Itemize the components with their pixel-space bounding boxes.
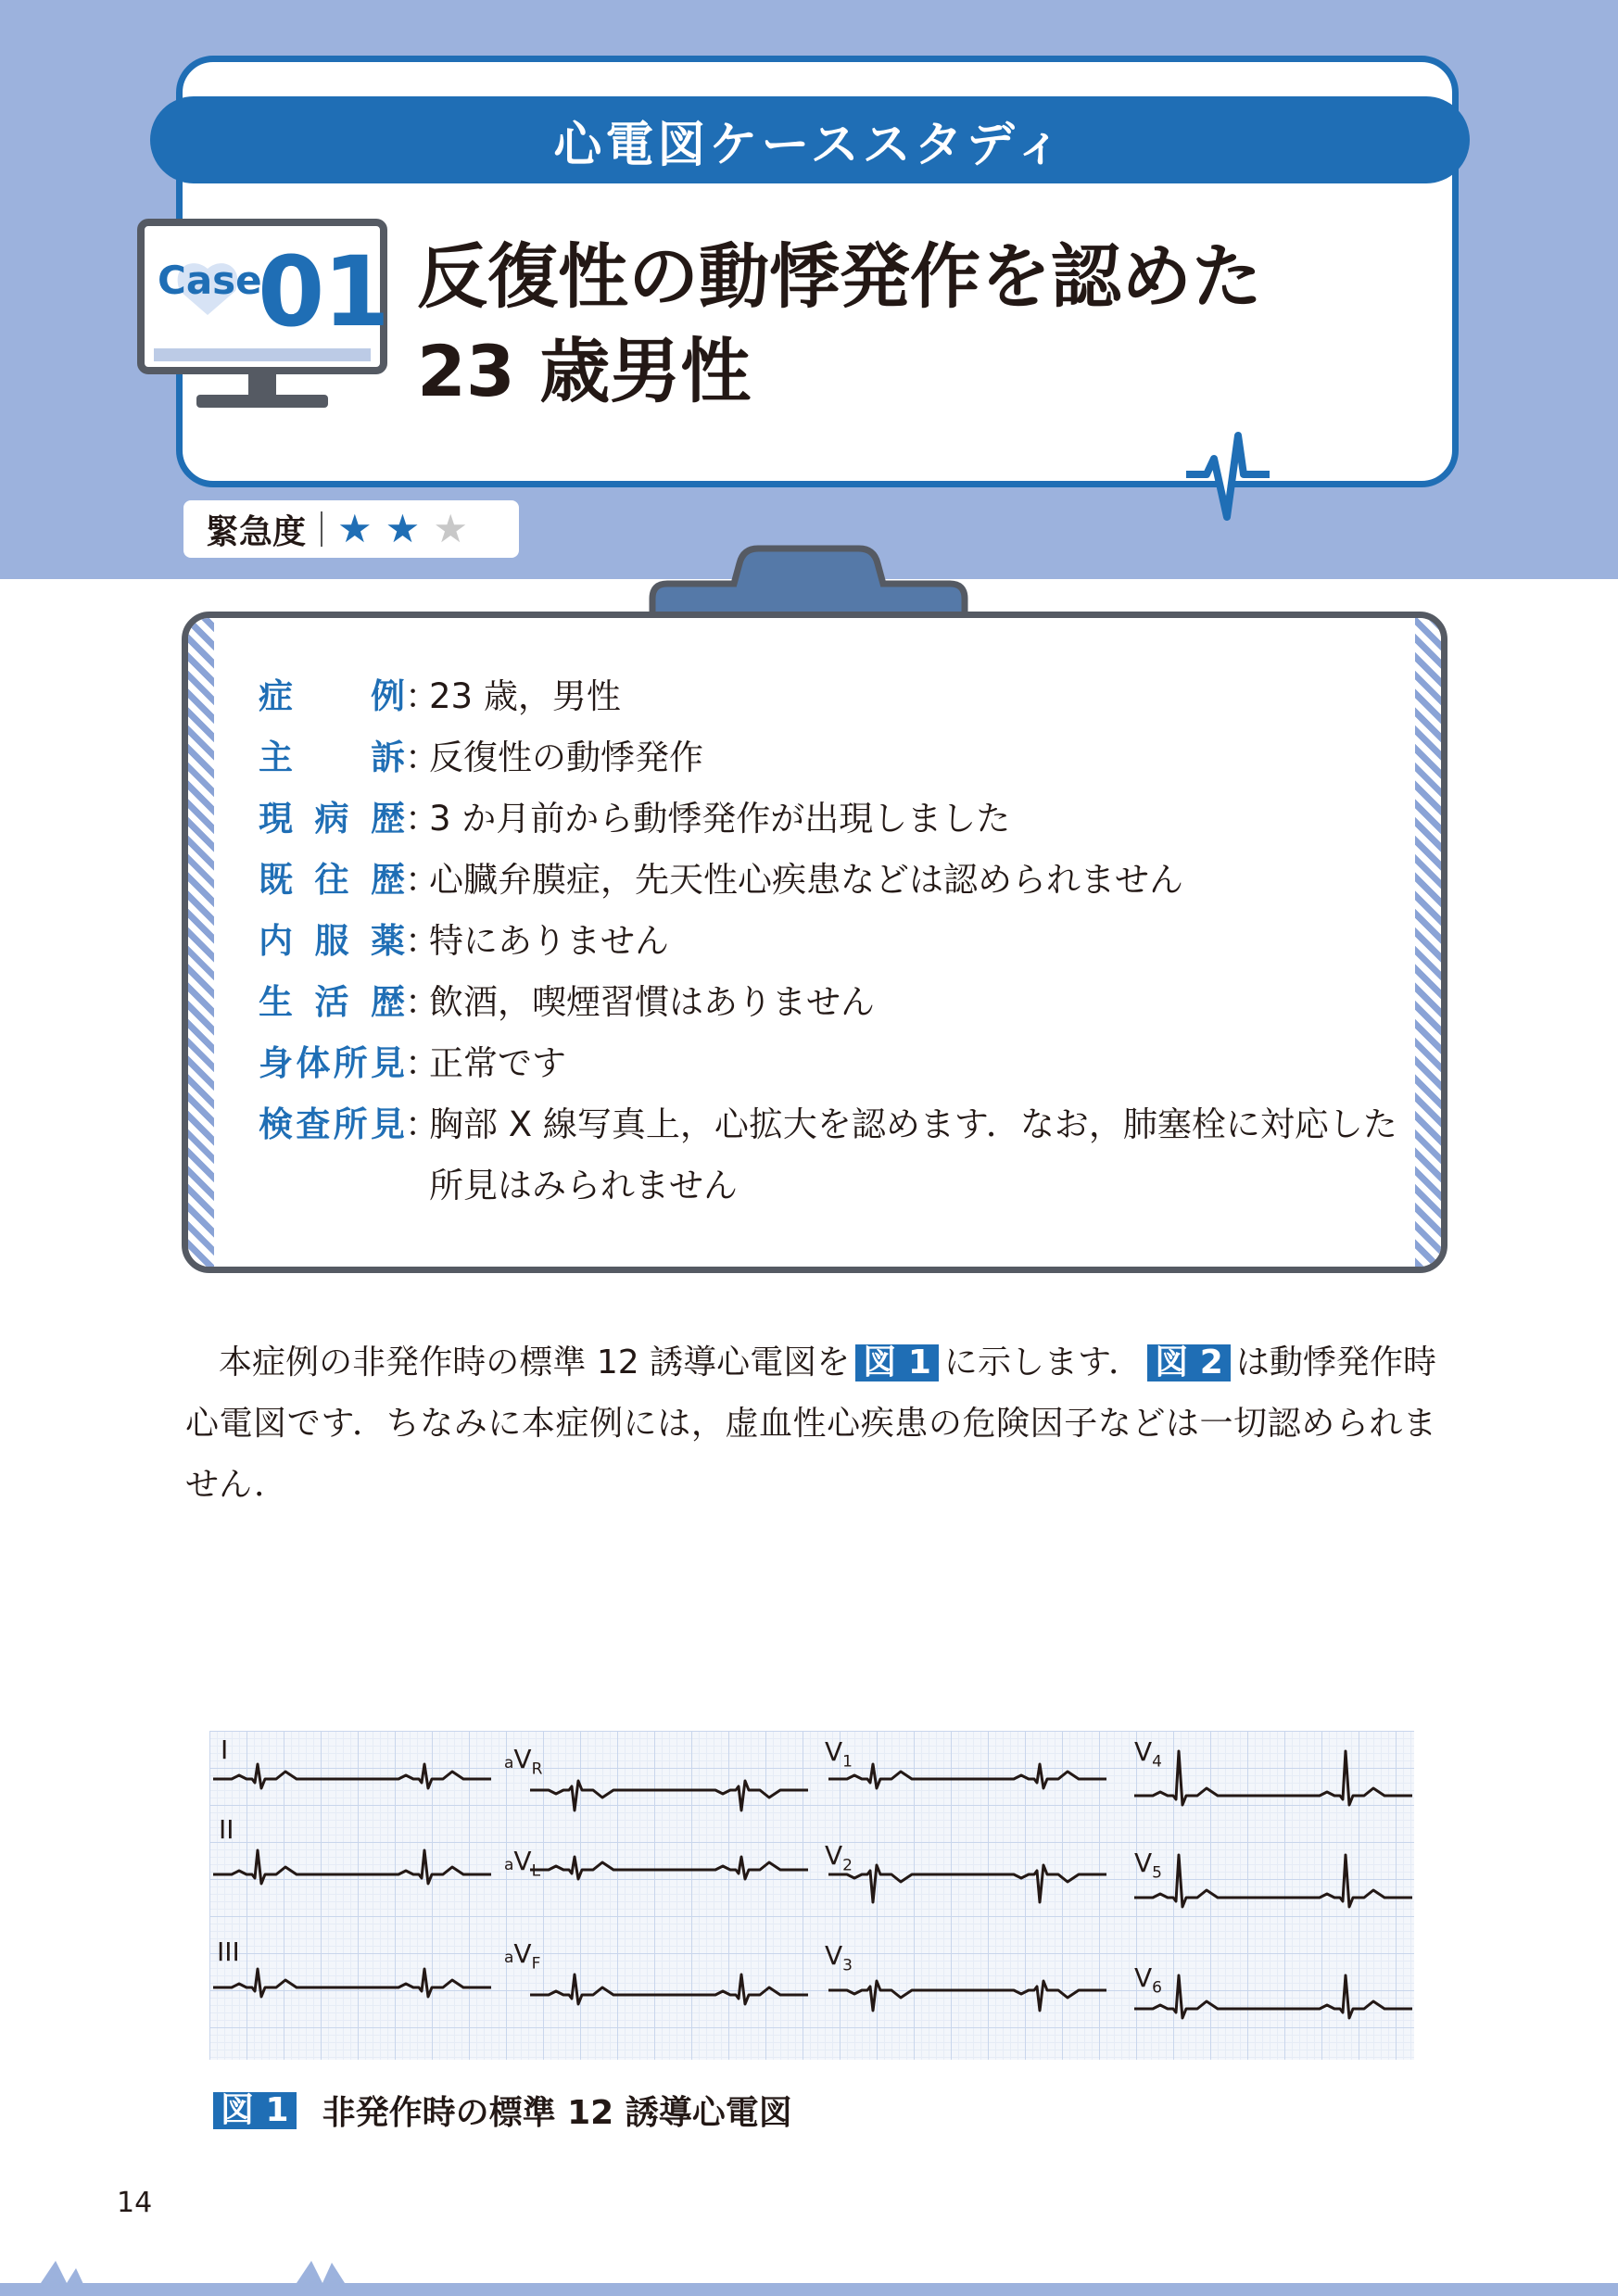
- info-colon: ：: [405, 1043, 439, 1083]
- info-value: 特にありません: [429, 921, 669, 961]
- lead-label-I: I: [221, 1735, 229, 1765]
- lead-label-V6: $V_6$: [1134, 1962, 1162, 1998]
- info-label: 生活歴: [259, 982, 405, 1022]
- info-colon: ：: [405, 1104, 439, 1144]
- body-text-1: 本症例の非発作時の標準 12 誘導心電図を: [219, 1344, 851, 1381]
- ecg-traces: [209, 1731, 1414, 2060]
- body-text-2: に示します．: [943, 1344, 1143, 1381]
- figure-1-reference[interactable]: 図 1: [855, 1344, 939, 1381]
- ecg-trace-V1: [828, 1764, 1106, 1788]
- lead-label-aVR: $aV_R$: [504, 1744, 543, 1779]
- page-number: 14: [117, 2187, 153, 2219]
- lead-label-aVL: $aV_L$: [504, 1846, 541, 1881]
- patient-info-list: [259, 666, 1398, 1217]
- caption-text: 非発作時の標準 12 誘導心電図: [322, 2094, 792, 2132]
- info-value: 飲酒，喫煙習慣はありません: [429, 982, 875, 1022]
- body-text-3: は動悸発作時心電図です．ちなみに本症例には，虚血性心疾患の危険因子などは一切認められません．: [185, 1344, 1436, 1504]
- figure-2-reference[interactable]: 図 2: [1147, 1344, 1231, 1381]
- ecg-trace-I: [213, 1764, 491, 1788]
- info-row: [259, 911, 1398, 972]
- urgency-star-icon: ★: [433, 506, 468, 551]
- ecg-trace-II: [213, 1850, 491, 1884]
- info-label: 症例: [259, 676, 405, 716]
- ecg-trace-V6: [1134, 1975, 1412, 2018]
- info-label: 検査所見: [259, 1104, 405, 1144]
- figure-caption: [213, 2087, 792, 2134]
- ecg-trace-aVL: [530, 1857, 808, 1879]
- lead-label-V3: $V_3$: [825, 1940, 853, 1975]
- info-row: [259, 850, 1398, 911]
- ecg-figure: [209, 1731, 1414, 2060]
- info-row: [259, 788, 1398, 850]
- ecg-trace-V2: [828, 1865, 1106, 1902]
- card-stripe-right: [1415, 618, 1441, 1267]
- info-row: [259, 1033, 1398, 1094]
- lead-label-III: III: [217, 1936, 240, 1967]
- info-value: 反復性の動悸発作: [429, 738, 703, 777]
- lead-label-V1: $V_1$: [825, 1736, 853, 1772]
- patient-info-card: [182, 612, 1447, 1273]
- info-colon: ：: [405, 982, 439, 1022]
- info-value: 正常です: [429, 1043, 566, 1083]
- lead-label-aVF: $aV_F$: [504, 1938, 541, 1974]
- info-colon: ：: [405, 921, 439, 961]
- ecg-trace-V4: [1134, 1751, 1412, 1805]
- info-colon: ：: [405, 799, 439, 839]
- info-row: [259, 1094, 1398, 1217]
- info-row: [259, 666, 1398, 727]
- case-title-line2: 23 歳男性: [417, 330, 752, 412]
- case-title: [417, 230, 1418, 419]
- urgency-star-icon: ★: [337, 506, 373, 551]
- info-value: 3 か月前から動悸発作が出現しました: [429, 799, 1011, 839]
- info-row: [259, 972, 1398, 1033]
- info-label: 現病歴: [259, 799, 405, 839]
- urgency-star-icon: ★: [385, 506, 421, 551]
- lead-label-V2: $V_2$: [825, 1840, 853, 1875]
- caption-figure-label: 図 1: [213, 2092, 297, 2129]
- speech-tail: [1186, 408, 1297, 528]
- lead-label-V4: $V_4$: [1134, 1736, 1162, 1772]
- ecg-trace-aVF: [530, 1974, 808, 2004]
- ecg-trace-aVR: [530, 1781, 808, 1810]
- urgency-stars: [337, 506, 481, 551]
- footer-band: [0, 2242, 1618, 2296]
- case-title-line1: 反復性の動悸発作を認めた: [417, 235, 1262, 318]
- info-row: [259, 727, 1398, 788]
- info-label: 内服薬: [259, 921, 405, 961]
- info-colon: ：: [405, 676, 439, 716]
- body-paragraph: [185, 1332, 1436, 1516]
- info-value: 心臓弁膜症，先天性心疾患などは認められません: [429, 860, 1183, 900]
- lead-label-II: II: [219, 1814, 234, 1845]
- ecg-trace-V5: [1134, 1855, 1412, 1907]
- series-title: 心電図ケーススタディ: [150, 96, 1470, 183]
- case-label: Case: [158, 258, 262, 303]
- info-colon: ：: [405, 860, 439, 900]
- card-stripe-left: [188, 618, 214, 1267]
- urgency-label: 緊急度: [206, 512, 307, 551]
- info-value: 23 歳，男性: [429, 676, 621, 716]
- info-label: 身体所見: [259, 1043, 405, 1083]
- case-number: 01: [258, 235, 388, 348]
- lead-label-V5: $V_5$: [1134, 1848, 1162, 1883]
- info-label: 既往歴: [259, 860, 405, 900]
- urgency-divider: [321, 511, 322, 547]
- ecg-trace-V3: [828, 1981, 1106, 2011]
- urgency-rating: [183, 500, 519, 558]
- ecg-trace-III: [213, 1969, 491, 1997]
- info-label: 主訴: [259, 738, 405, 777]
- info-colon: ：: [405, 738, 439, 777]
- info-value: 胸部 X 線写真上，心拡大を認めます．なお，肺塞栓に対応した所見はみられません: [429, 1104, 1397, 1205]
